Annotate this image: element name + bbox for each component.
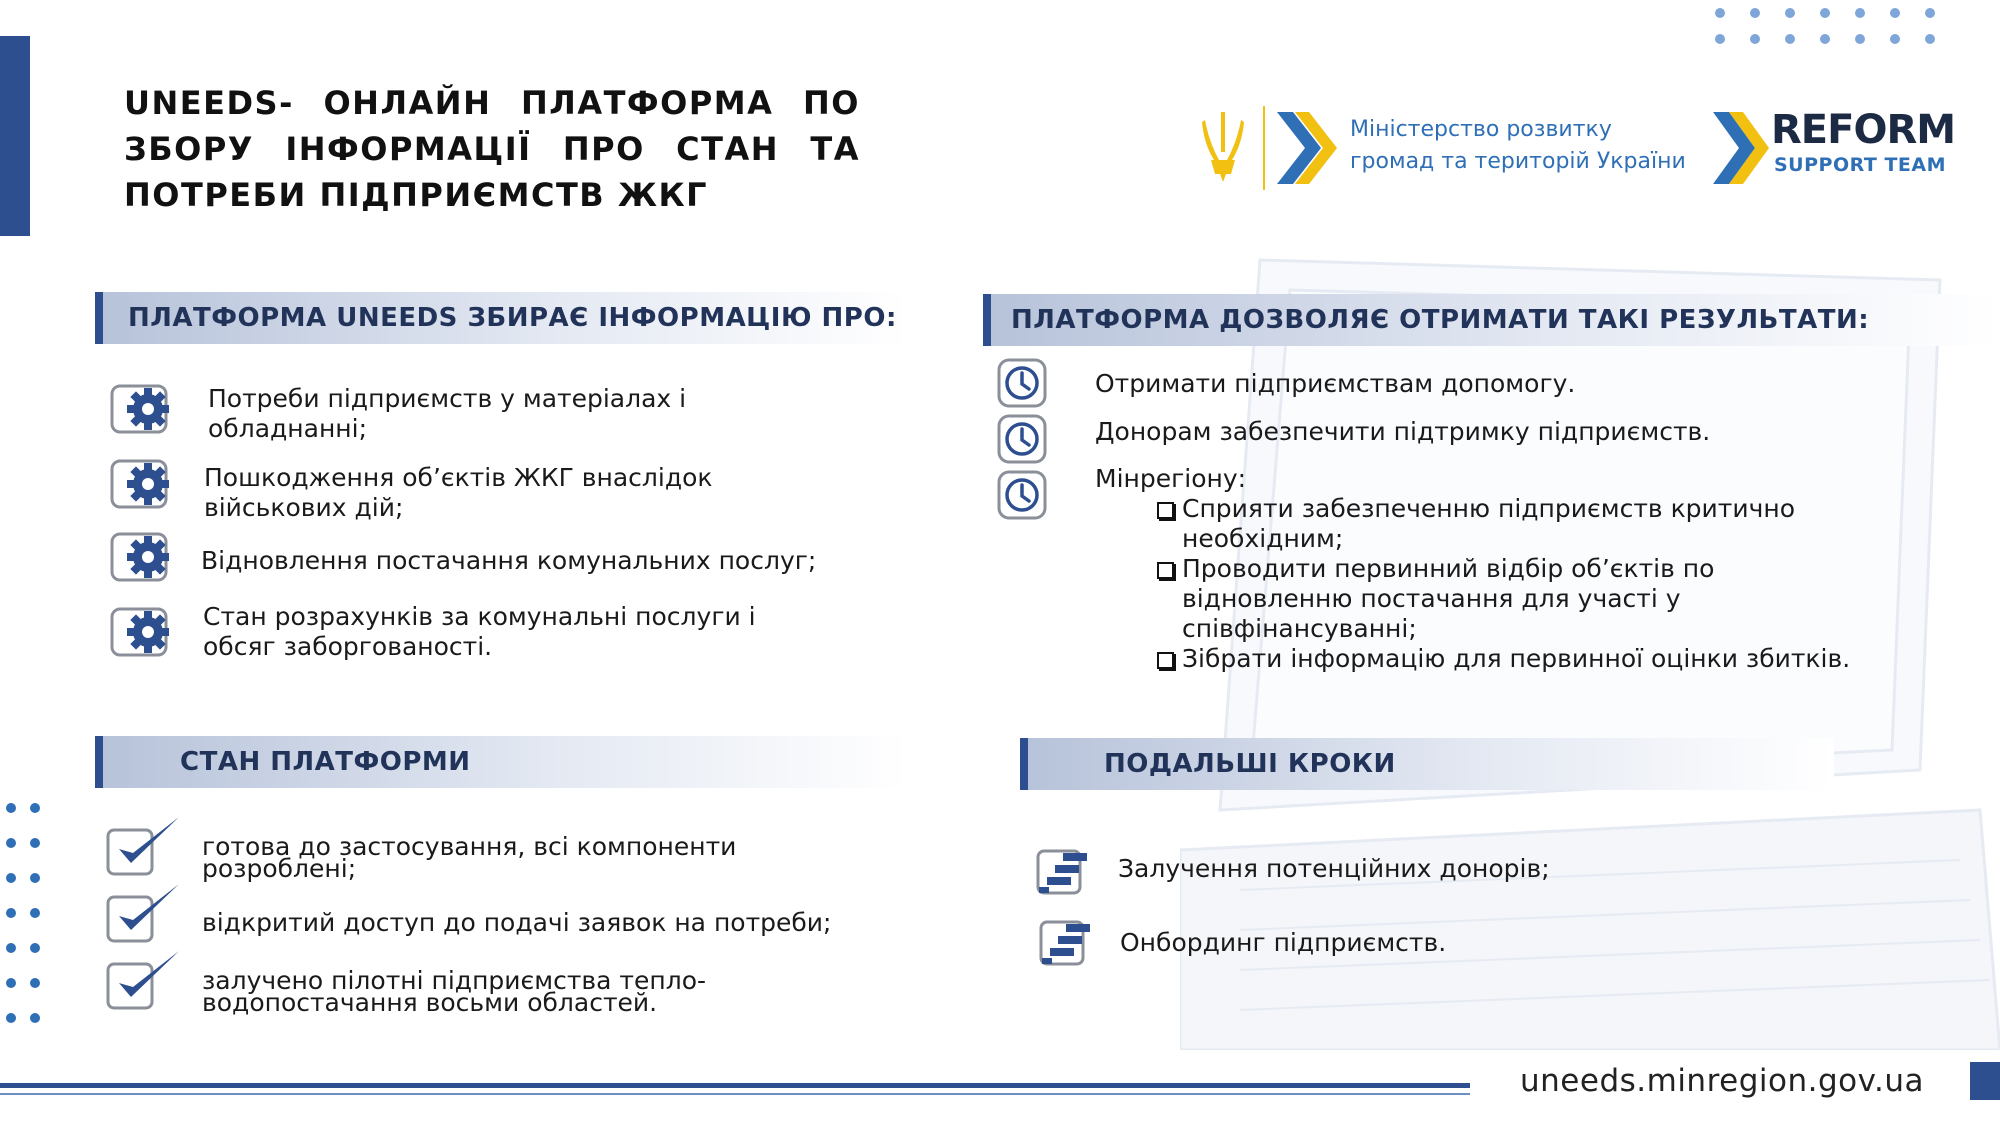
chevron-logo-icon <box>1275 108 1337 188</box>
ministry-line-2: громад та територій України <box>1350 149 1686 174</box>
gear-icon <box>110 532 170 582</box>
collects-item-2: Пошкодження об’єктів ЖКГ внаслідок військових дій; <box>204 463 713 522</box>
title-line-2: ЗБОРУ ІНФОРМАЦІЇ ПРО СТАН ТА <box>124 130 860 168</box>
list-steps-icon <box>1035 847 1091 897</box>
corner-accent-block <box>1970 1062 2000 1100</box>
section-heading-results <box>983 294 2000 346</box>
trident-icon <box>1201 110 1245 182</box>
reform-chevron-icon <box>1713 108 1771 188</box>
status-item-2: відкритий доступ до подачі заявок на потреби; <box>202 908 832 937</box>
ministry-line-1: Міністерство розвитку <box>1350 117 1612 142</box>
section-heading-next-steps <box>1020 738 1834 790</box>
footer-line-thick <box>0 1083 1470 1088</box>
left-accent-bar <box>0 36 30 236</box>
section-heading-status <box>95 736 907 788</box>
decorative-dots-left <box>6 803 46 1063</box>
clock-icon <box>997 358 1047 408</box>
list-steps-icon <box>1038 918 1094 968</box>
results-item-2: Донорам забезпечити підтримку підприємств. <box>1095 417 1711 446</box>
next-steps-item-2: Онбординг підприємств. <box>1120 928 1447 957</box>
gear-icon <box>110 607 170 657</box>
results-item-1: Отримати підприємствам допомогу. <box>1095 369 1576 398</box>
results-subitem-2-text: Проводити первинний відбір об’єктів по відновленню постачання для участі у співфінансуванні; <box>1182 554 1715 643</box>
results-subitem-2 <box>1157 554 1777 644</box>
results-subitem-3-text: Зібрати інформацію для первинної оцінки збитків. <box>1182 644 1851 673</box>
title-line-1: UNEEDS- ОНЛАЙН ПЛАТФОРМА ПО <box>124 84 860 122</box>
checkmark-icon <box>105 815 185 877</box>
results-subitem-3 <box>1157 644 1957 674</box>
gear-icon <box>110 459 170 509</box>
checkbox-bullet-icon <box>1157 562 1174 579</box>
checkmark-icon <box>105 882 185 944</box>
results-subitem-1-text: Сприяти забезпеченню підприємств критично необхідним; <box>1182 494 1796 553</box>
collects-heading-text: ПЛАТФОРМА UNEEDS ЗБИРАЄ ІНФОРМАЦІЮ ПРО: <box>128 303 897 333</box>
reform-logo-text: REFORM <box>1771 107 1956 153</box>
footer-line-thin <box>0 1093 1470 1095</box>
clock-icon <box>997 470 1047 520</box>
section-heading-collects <box>95 292 907 344</box>
results-item-3: Мінрегіону: <box>1095 464 1247 493</box>
gear-icon <box>110 384 170 434</box>
status-item-1: готова до застосування, всі компоненти розроблені; <box>202 832 737 883</box>
next-steps-item-1: Залучення потенційних донорів; <box>1118 854 1550 883</box>
decorative-dots-top-right <box>1715 8 1955 48</box>
logo-divider <box>1263 106 1265 190</box>
collects-item-3: Відновлення постачання комунальних послуг; <box>201 546 817 575</box>
support-team-logo-text: SUPPORT TEAM <box>1774 154 1947 176</box>
footer-url-link[interactable]: uneeds.minregion.gov.ua <box>1520 1063 1925 1099</box>
checkbox-bullet-icon <box>1157 502 1174 519</box>
collects-item-4: Стан розрахунків за комунальні послуги і обсяг заборгованості. <box>203 602 756 661</box>
ministry-name <box>1350 114 1686 178</box>
logos <box>1195 100 1955 200</box>
page-title <box>124 80 860 218</box>
checkmark-icon <box>105 949 185 1011</box>
checkbox-bullet-icon <box>1157 652 1174 669</box>
results-subitem-1 <box>1157 494 1857 554</box>
title-line-3: ПОТРЕБИ ПІДПРИЄМСТВ ЖКГ <box>124 176 709 214</box>
next-steps-heading-text: ПОДАЛЬШІ КРОКИ <box>1104 749 1396 779</box>
clock-icon <box>997 414 1047 464</box>
status-item-3: залучено пілотні підприємства тепло- водопостачання восьми областей. <box>202 966 707 1017</box>
results-heading-text: ПЛАТФОРМА ДОЗВОЛЯЄ ОТРИМАТИ ТАКІ РЕЗУЛЬТАТИ: <box>1011 305 1870 335</box>
status-heading-text: СТАН ПЛАТФОРМИ <box>180 747 471 777</box>
collects-item-1: Потреби підприємств у матеріалах і обладнанні; <box>208 384 687 443</box>
